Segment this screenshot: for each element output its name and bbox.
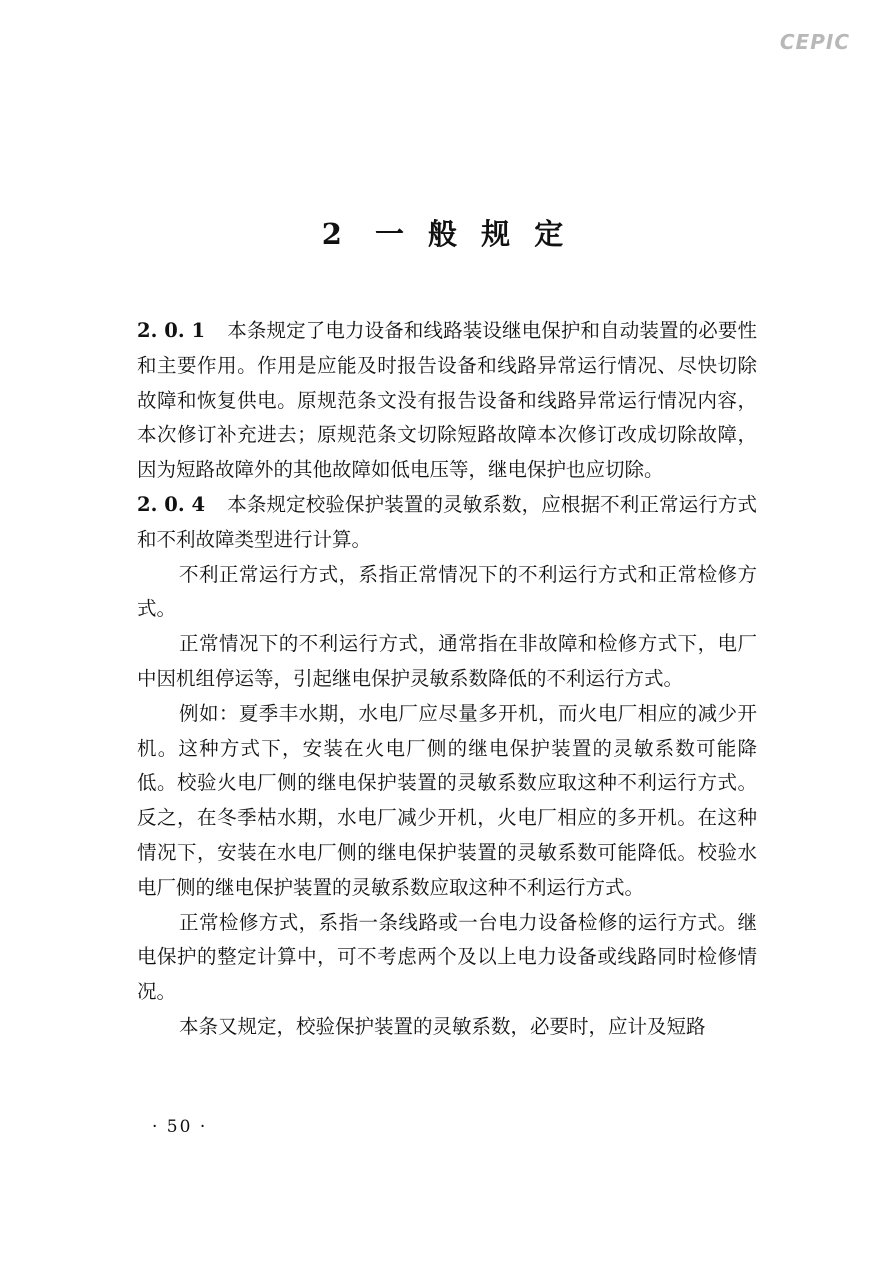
page-body <box>137 314 757 1045</box>
chapter-title <box>0 212 892 253</box>
paragraph-text: 本条规定了电力设备和线路装设继电保护和自动装置的必要性和主要作用。作用是应能及时报告设备和线路异常运行情况、尽快切除故障和恢复供电。原规范条文没有报告设备和线路异常运行情况内容，本次修订补充进去；原规范条文切除短路故障本次修订改成切除故障，因为短路故障外的其他故障如低电压等，继电保护也应切除。 <box>137 319 757 482</box>
paragraph: 本条又规定，校验保护装置的灵敏系数，必要时，应计及短路 <box>179 1014 706 1038</box>
paragraph: 正常情况下的不利运行方式，通常指在非故障和检修方式下，电厂中因机组停运等，引起继电保护灵敏系数降低的不利运行方式。 <box>137 632 757 690</box>
page-number: · 50 · <box>152 1117 208 1137</box>
paragraph-text: 本条规定校验保护装置的灵敏系数，应根据不利正常运行方式和不利故障类型进行计算。 <box>137 492 757 551</box>
paragraph-clause-2-0-4 <box>137 488 757 558</box>
chapter-title-text: 一 般 规 定 <box>374 217 571 251</box>
paragraph: 例如：夏季丰水期，水电厂应尽量多开机，而火电厂相应的减少开机。这种方式下，安装在火电厂侧的继电保护装置的灵敏系数可能降低。校验火电厂侧的继电保护装置的灵敏系数应取这种不利运行方式。反之，在冬季枯水期，水电厂减少开机，火电厂相应的多开机。在这种情况下，安装在水电厂侧的继电保护装置的灵敏系数可能降低。校验水电厂侧的继电保护装置的灵敏系数应取这种不利运行方式。 <box>137 701 757 899</box>
chapter-number: 2 <box>321 217 349 251</box>
cepic-logo: CEPIC <box>779 30 850 54</box>
paragraph: 不利正常运行方式，系指正常情况下的不利运行方式和正常检修方式。 <box>137 562 757 621</box>
paragraph-clause-2-0-1 <box>137 314 757 488</box>
paragraph: 正常检修方式，系指一条线路或一台电力设备检修的运行方式。继电保护的整定计算中，可不考虑两个及以上电力设备或线路同时检修情况。 <box>137 910 757 1004</box>
clause-number: 2. 0. 1 <box>137 319 206 342</box>
clause-number: 2. 0. 4 <box>137 492 206 516</box>
